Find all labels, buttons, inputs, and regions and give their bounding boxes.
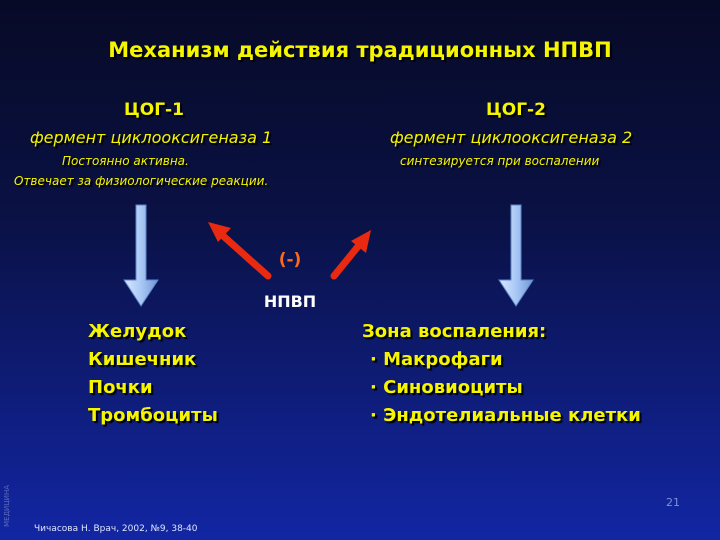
cox2-enzyme: фермент циклооксигеназа 2 [390, 128, 633, 147]
slide-title: Механизм действия традиционных НПВП [108, 38, 612, 62]
list-item: · Макрофаги [370, 349, 503, 370]
inhibition-arrow-right [334, 230, 371, 276]
nsaid-label: НПВП [263, 292, 317, 311]
cox2-note-line1: синтезируется при воспалении [400, 154, 600, 168]
list-item: · Эндотелиальные клетки [370, 405, 641, 426]
cox1-enzyme: фермент циклооксигеназа 1 [30, 128, 273, 147]
vertical-side-label: МЕДИЦИНА [3, 485, 11, 527]
citation: Чичасова Н. Врач, 2002, №9, 38-40 [34, 524, 198, 534]
list-item: Кишечник [88, 349, 197, 370]
inflammation-zone-list [362, 318, 641, 430]
inflammation-zone-heading: Зона воспаления: [362, 321, 547, 342]
page-number: 21 [666, 496, 680, 509]
cox2-heading: ЦОГ-2 [486, 100, 546, 120]
list-item: · Синовиоциты [370, 377, 523, 398]
inhibition-sign: (-) [278, 250, 302, 270]
list-item: Тромбоциты [88, 405, 218, 426]
list-item: Желудок [88, 321, 187, 342]
cox2-down-arrow [499, 205, 533, 306]
cox1-down-arrow [124, 205, 158, 306]
cox1-note-line2: Отвечает за физиологические реакции. [14, 174, 269, 188]
inhibition-arrow-left [208, 222, 268, 276]
cox1-note-line1: Постоянно активна. [62, 154, 189, 168]
organs-list [88, 318, 218, 430]
list-item: Почки [88, 377, 153, 398]
cox1-heading: ЦОГ-1 [124, 100, 184, 120]
